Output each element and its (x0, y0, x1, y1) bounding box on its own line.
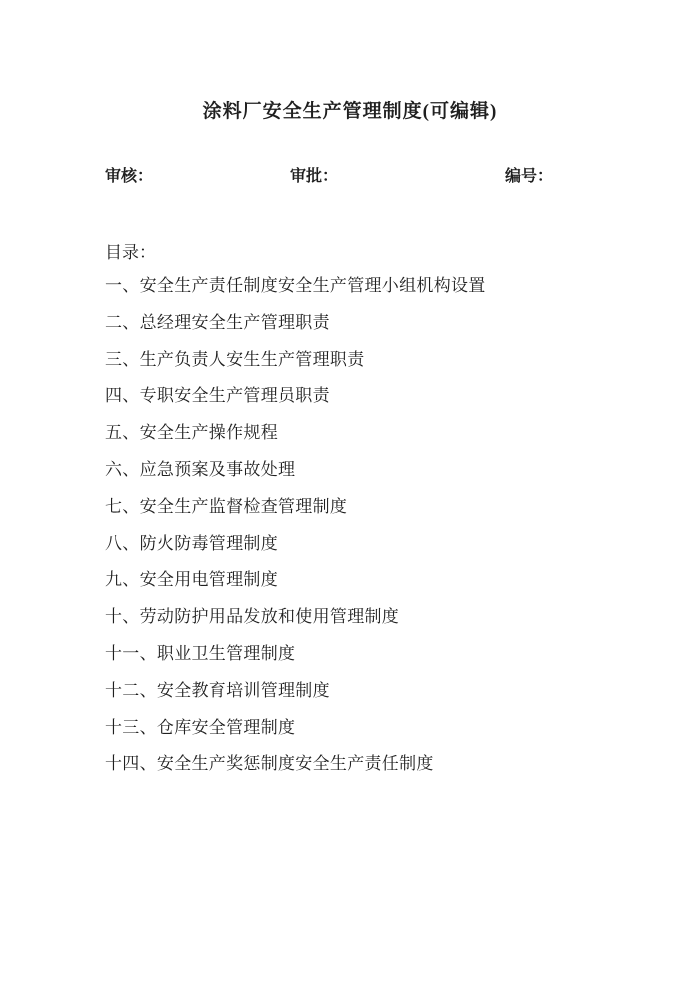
toc-item: 八、防火防毒管理制度 (105, 533, 278, 553)
number-label: 编号： (505, 168, 554, 185)
toc-item: 三、生产负责人安生生产管理职责 (105, 349, 365, 369)
document-title: 涂料厂安全生产管理制度(可编辑) (202, 100, 498, 122)
toc-item: 一、安全生产责任制度安全生产管理小组机构设置 (105, 276, 486, 295)
toc-item: 十三、仓库安全管理制度 (105, 717, 296, 737)
toc-item: 十、劳动防护用品发放和使用管理制度 (105, 607, 400, 627)
toc-item: 七、安全生产监督检查管理制度 (105, 496, 348, 516)
review-label: 审核： (105, 168, 154, 185)
toc-item: 九、安全用电管理制度 (105, 570, 278, 590)
approve-label: 审批： (290, 168, 339, 185)
toc-item: 十四、安全生产奖惩制度安全生产责任制度 (105, 754, 434, 774)
toc-item: 十一、职业卫生管理制度 (105, 643, 296, 663)
toc-heading: 目录： (105, 243, 156, 262)
toc-item: 六、应急预案及事故处理 (105, 459, 296, 479)
meta-row (105, 163, 565, 183)
toc-item: 十二、安全教育培训管理制度 (105, 680, 330, 700)
toc-item: 五、安全生产操作规程 (105, 423, 278, 443)
toc-item: 四、专职安全生产管理员职责 (105, 386, 330, 406)
toc-item: 二、总经理安全生产管理职责 (105, 312, 330, 332)
toc-list (105, 268, 605, 783)
